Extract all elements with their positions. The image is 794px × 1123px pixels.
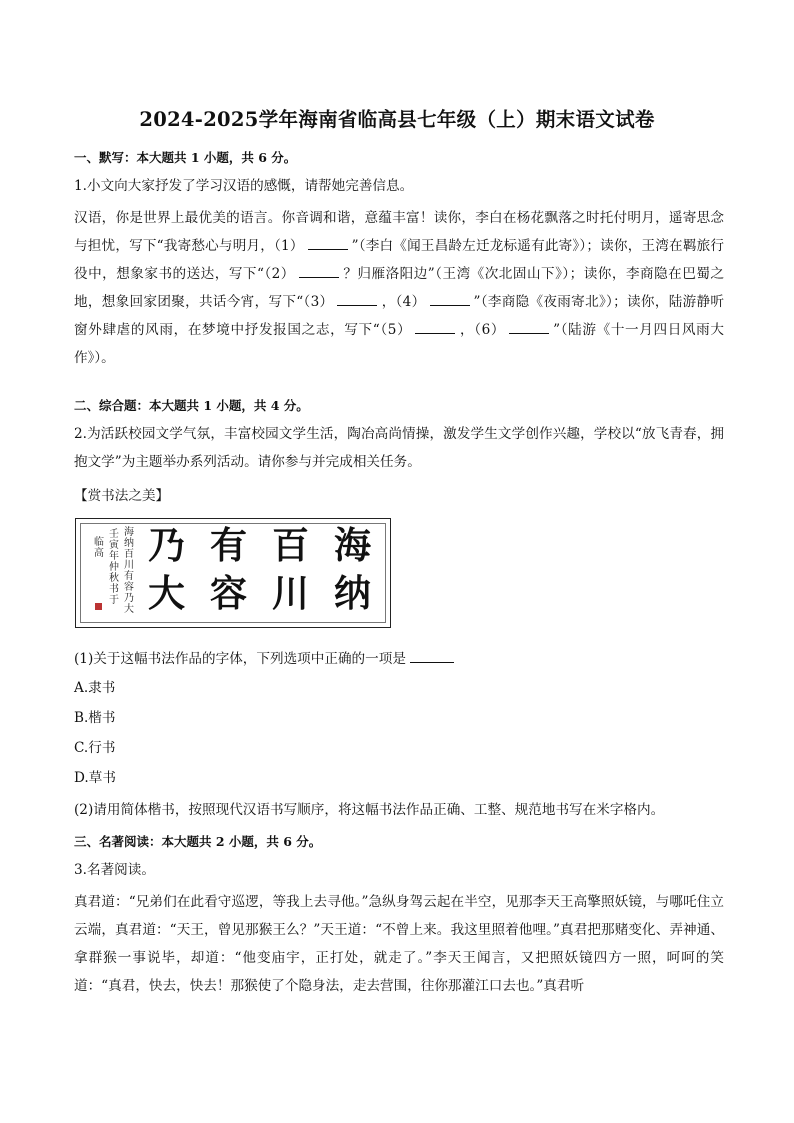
calligraphy-char-8: 大 xyxy=(148,571,185,615)
question-2-stem: 2.为活跃校园文学气氛，丰富校园文学生活，陶冶高尚情操，激发学生文学创作兴趣，学校以“放飞青春，拥抱文学”为主题举办系列活动。请你参与并完成相关任务。 xyxy=(74,426,724,470)
question-3-passage: 真君道：“兄弟们在此看守巡逻，等我上去寻他。”急纵身驾云起在半空，见那李天王高擎照妖镜，与哪吒住立云端，真君道：“天王，曾见那猴王么？”天王道：“不曾上来。我这里照着他哩。”真君把那赌变化、弄神通、拿群猴一事说毕，却道：“他变庙宇，正打处，就走了。”李天王闻言，又把照妖镜四方一照，呵呵的笑道：“真君，快去，快去！那猴使了个隐身法，走去营围，往你那灌江口去也。”真君听 xyxy=(74,894,724,994)
answer-blank-4[interactable] xyxy=(430,291,470,306)
q1-text-g: ”（陆游《十一月四日风雨大作》）。 xyxy=(74,322,725,366)
option-b[interactable]: B.楷书 xyxy=(74,710,116,726)
calligraphy-subheading: 【赏书法之美】 xyxy=(74,488,170,504)
q1-text-e: ”（李商隐《夜雨寄北》）；读你，陆游静听窗外肆虐的风雨，在梦境中抒发报国之志，写下“（5） xyxy=(74,294,724,338)
calligraphy-image xyxy=(75,518,391,628)
q1-text-f: ，（6） xyxy=(459,322,506,338)
calligraphy-char-6: 容 xyxy=(210,571,247,615)
q1-text-a: 汉语，你是世界上最优美的语言。你音调和谐，意蕴丰富！读你，李白在杨花飘落之时托付明月，遥寄思念与担忧，写下“我寄愁心与明月，（1） xyxy=(74,210,724,254)
calligraphy-inscription-3: 临高 xyxy=(94,537,104,559)
sub-1-text: (1)关于这幅书法作品的字体，下列选项中正确的一项是 xyxy=(74,651,406,667)
answer-blank-2[interactable] xyxy=(299,263,339,278)
question-2-sub-1 xyxy=(74,648,458,669)
section-heading-2: 二、综合题：本大题共 1 小题，共 4 分。 xyxy=(74,398,309,413)
calligraphy-char-7: 乃 xyxy=(148,523,185,567)
question-1-stem: 1.小文向大家抒发了学习汉语的感慨，请帮她完善信息。 xyxy=(74,178,414,194)
calligraphy-char-2: 纳 xyxy=(334,571,371,615)
calligraphy-char-1: 海 xyxy=(334,523,371,567)
answer-blank-5[interactable] xyxy=(415,319,455,334)
option-d[interactable]: D.草书 xyxy=(74,770,116,786)
calligraphy-char-3: 百 xyxy=(272,523,309,567)
question-2-sub-2: (2)请用简体楷书，按照现代汉语书写顺序，将这幅书法作品正确、工整、规范地书写在米字格内。 xyxy=(74,802,665,818)
section-heading-1: 一、默写：本大题共 1 小题，共 6 分。 xyxy=(74,150,297,165)
answer-blank-1[interactable] xyxy=(308,235,348,250)
q1-text-d: ，（4） xyxy=(381,294,426,310)
section-heading-3: 三、名著阅读：本大题共 2 小题，共 6 分。 xyxy=(74,834,322,849)
calligraphy-inscription-2: 壬寅年仲秋书于 xyxy=(109,529,119,606)
option-a[interactable]: A.隶书 xyxy=(74,680,116,696)
q1-text-c: ？归雁洛阳边”（王湾《次北固山下》）；读你，李商隐在巴蜀之地，想象回家团聚，共话今宵，写下“（3） xyxy=(74,266,724,310)
calligraphy-char-4: 川 xyxy=(272,571,309,615)
page-title: 2024-2025学年海南省临高县七年级（上）期末语文试卷 xyxy=(139,108,655,131)
q1-text-b: ”（李白《闻王昌龄左迁龙标遥有此寄》）；读你，王湾在羁旅行役中，想象家书的送达，写下“（2） xyxy=(74,238,724,282)
answer-blank-3[interactable] xyxy=(337,291,377,306)
option-c[interactable]: C.行书 xyxy=(74,740,116,756)
red-seal-icon xyxy=(95,603,102,610)
calligraphy-char-5: 有 xyxy=(210,523,247,567)
answer-blank-choice[interactable] xyxy=(410,648,454,663)
answer-blank-6[interactable] xyxy=(509,319,549,334)
question-1-passage xyxy=(74,204,724,372)
calligraphy-inscription-1: 海纳百川有容乃大 xyxy=(124,527,134,615)
question-3-stem: 3.名著阅读。 xyxy=(74,862,155,878)
